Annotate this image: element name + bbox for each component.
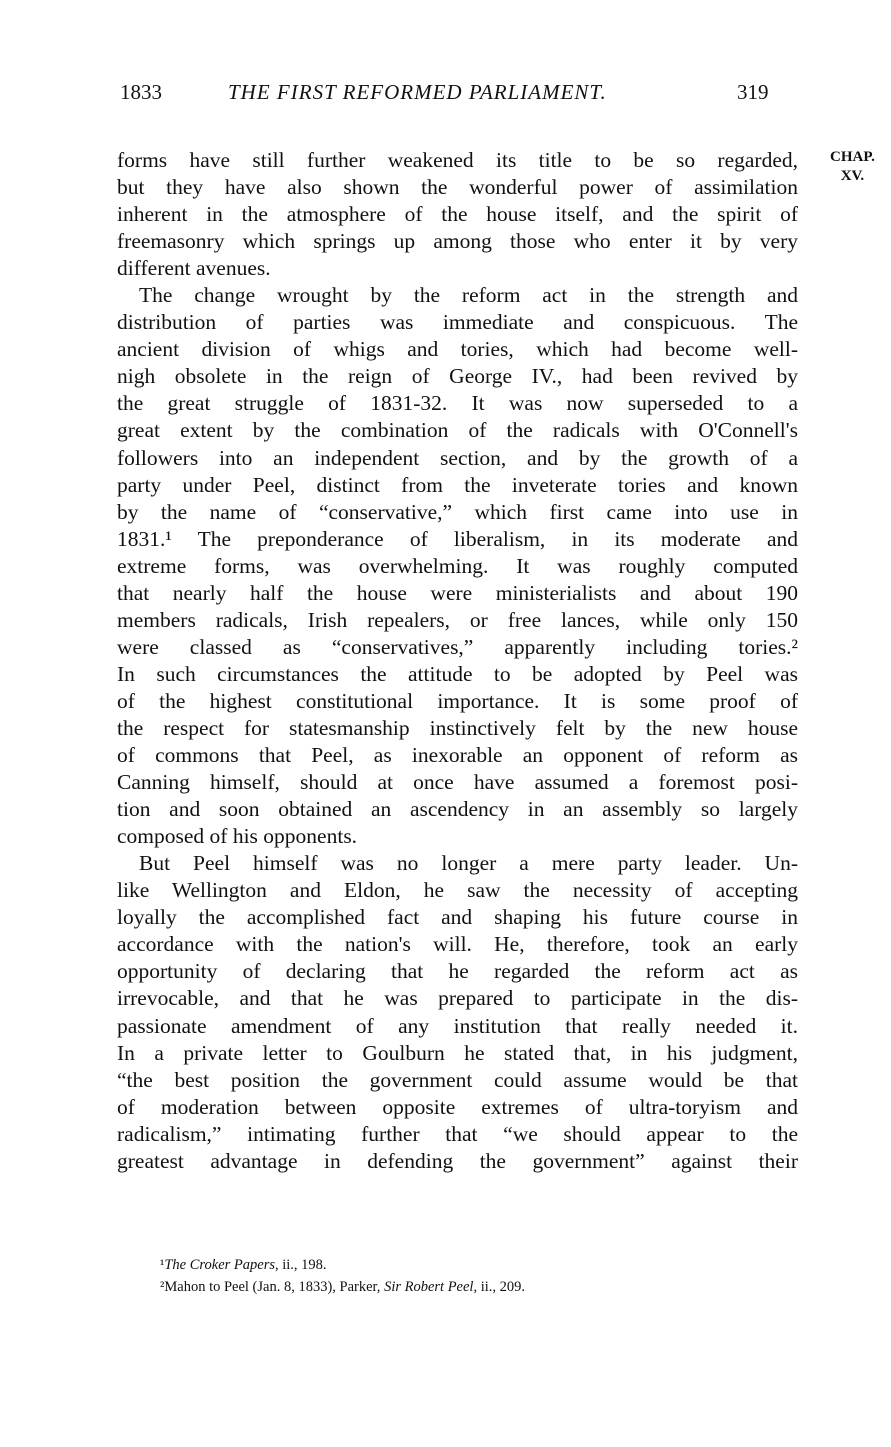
chap-number: XV. (840, 168, 865, 184)
text-line: like Wellington and Eldon, he saw the necessity of accepting (117, 878, 798, 903)
text-line: but they have also shown the wonderful power of assimilation (117, 175, 798, 200)
text-line: different avenues. (117, 256, 271, 281)
footnote-text: Mahon to Peel (Jan. 8, 1833), Parker, (164, 1279, 385, 1295)
text-line: the respect for statesmanship instinctively felt by the new house (117, 715, 798, 740)
text-line: The change wrought by the reform act in the strength and (139, 283, 798, 308)
text-line: Canning himself, should at once have assumed a foremost posi- (117, 770, 798, 795)
text-line: of commons that Peel, as inexorable an opponent of reform as (117, 743, 798, 768)
text-line: the great struggle of 1831-32. It was now superseded to a (117, 391, 798, 416)
text-line: accordance with the nation's will. He, therefore, took an early (117, 932, 798, 957)
text-line: that nearly half the house were ministerialists and about 190 (117, 580, 798, 605)
text-line: were classed as “conservatives,” apparently including tories.² (117, 634, 798, 659)
text-line: forms have still further weakened its title to be so regarded, (117, 148, 798, 172)
footnote-mark: ¹ (160, 1257, 165, 1273)
text-line: inherent in the atmosphere of the house itself, and the spirit of (117, 202, 798, 227)
text-line: followers into an independent section, and by the growth of a (117, 445, 798, 470)
text-line: tion and soon obtained an ascendency in an assembly so largely (117, 797, 798, 822)
text-line: In such circumstances the attitude to be adopted by Peel was (117, 661, 798, 686)
paragraph (117, 282, 798, 850)
footnote-text: The Croker Papers (164, 1257, 275, 1273)
paragraph (117, 147, 798, 282)
running-head-year: 1833 (120, 80, 162, 104)
paragraph (117, 850, 798, 1175)
text-line: composed of his opponents. (117, 824, 358, 849)
text-line: members radicals, Irish repealers, or free lances, while only 150 (117, 607, 798, 632)
text-line: distribution of parties was immediate and conspicuous. The (117, 310, 798, 335)
chapter-marginal-note (830, 148, 875, 186)
footnote-text: , ii., 198. (274, 1257, 327, 1273)
chap-label: CHAP. (830, 149, 875, 165)
text-line: In a private letter to Goulburn he stated that, in his judgment, (117, 1040, 798, 1065)
text-line: of moderation between opposite extremes of ultra-toryism and (117, 1094, 798, 1119)
text-line: party under Peel, distinct from the inveterate tories and known (117, 472, 798, 497)
footnote (160, 1276, 525, 1298)
body-text (117, 147, 798, 1175)
running-head-title: THE FIRST REFORMED PARLIAMENT. (228, 80, 607, 104)
footnotes (160, 1254, 525, 1298)
text-line: opportunity of declaring that he regarded the reform act as (117, 959, 798, 984)
text-line: greatest advantage in defending the government” against their (117, 1148, 798, 1173)
footnote-mark: ² (160, 1279, 165, 1295)
text-line: irrevocable, and that he was prepared to participate in the dis- (117, 986, 798, 1011)
text-line: 1831.¹ The preponderance of liberalism, in its moderate and (117, 526, 798, 551)
text-line: passionate amendment of any institution that really needed it. (117, 1013, 798, 1038)
footnote-text: , ii., 209. (473, 1279, 526, 1295)
text-line: by the name of “conservative,” which first came into use in (117, 499, 798, 524)
text-line: extreme forms, was overwhelming. It was roughly computed (117, 553, 798, 578)
text-line: loyally the accomplished fact and shaping his future course in (117, 905, 798, 930)
text-line: “the best position the government could assume would be that (117, 1067, 798, 1092)
footnote-text: Sir Robert Peel (384, 1279, 474, 1295)
text-line: radicalism,” intimating further that “we should appear to the (117, 1121, 798, 1146)
text-line: of the highest constitutional importance. It is some proof of (117, 688, 798, 713)
text-line: But Peel himself was no longer a mere party leader. Un- (139, 851, 798, 876)
text-line: great extent by the combination of the radicals with O'Connell's (117, 418, 798, 443)
footnote (160, 1254, 525, 1276)
page-number: 319 (737, 80, 769, 104)
text-line: nigh obsolete in the reign of George IV., had been revived by (117, 364, 798, 389)
text-line: freemasonry which springs up among those who enter it by very (117, 229, 798, 254)
text-line: ancient division of whigs and tories, which had become well- (117, 337, 798, 362)
